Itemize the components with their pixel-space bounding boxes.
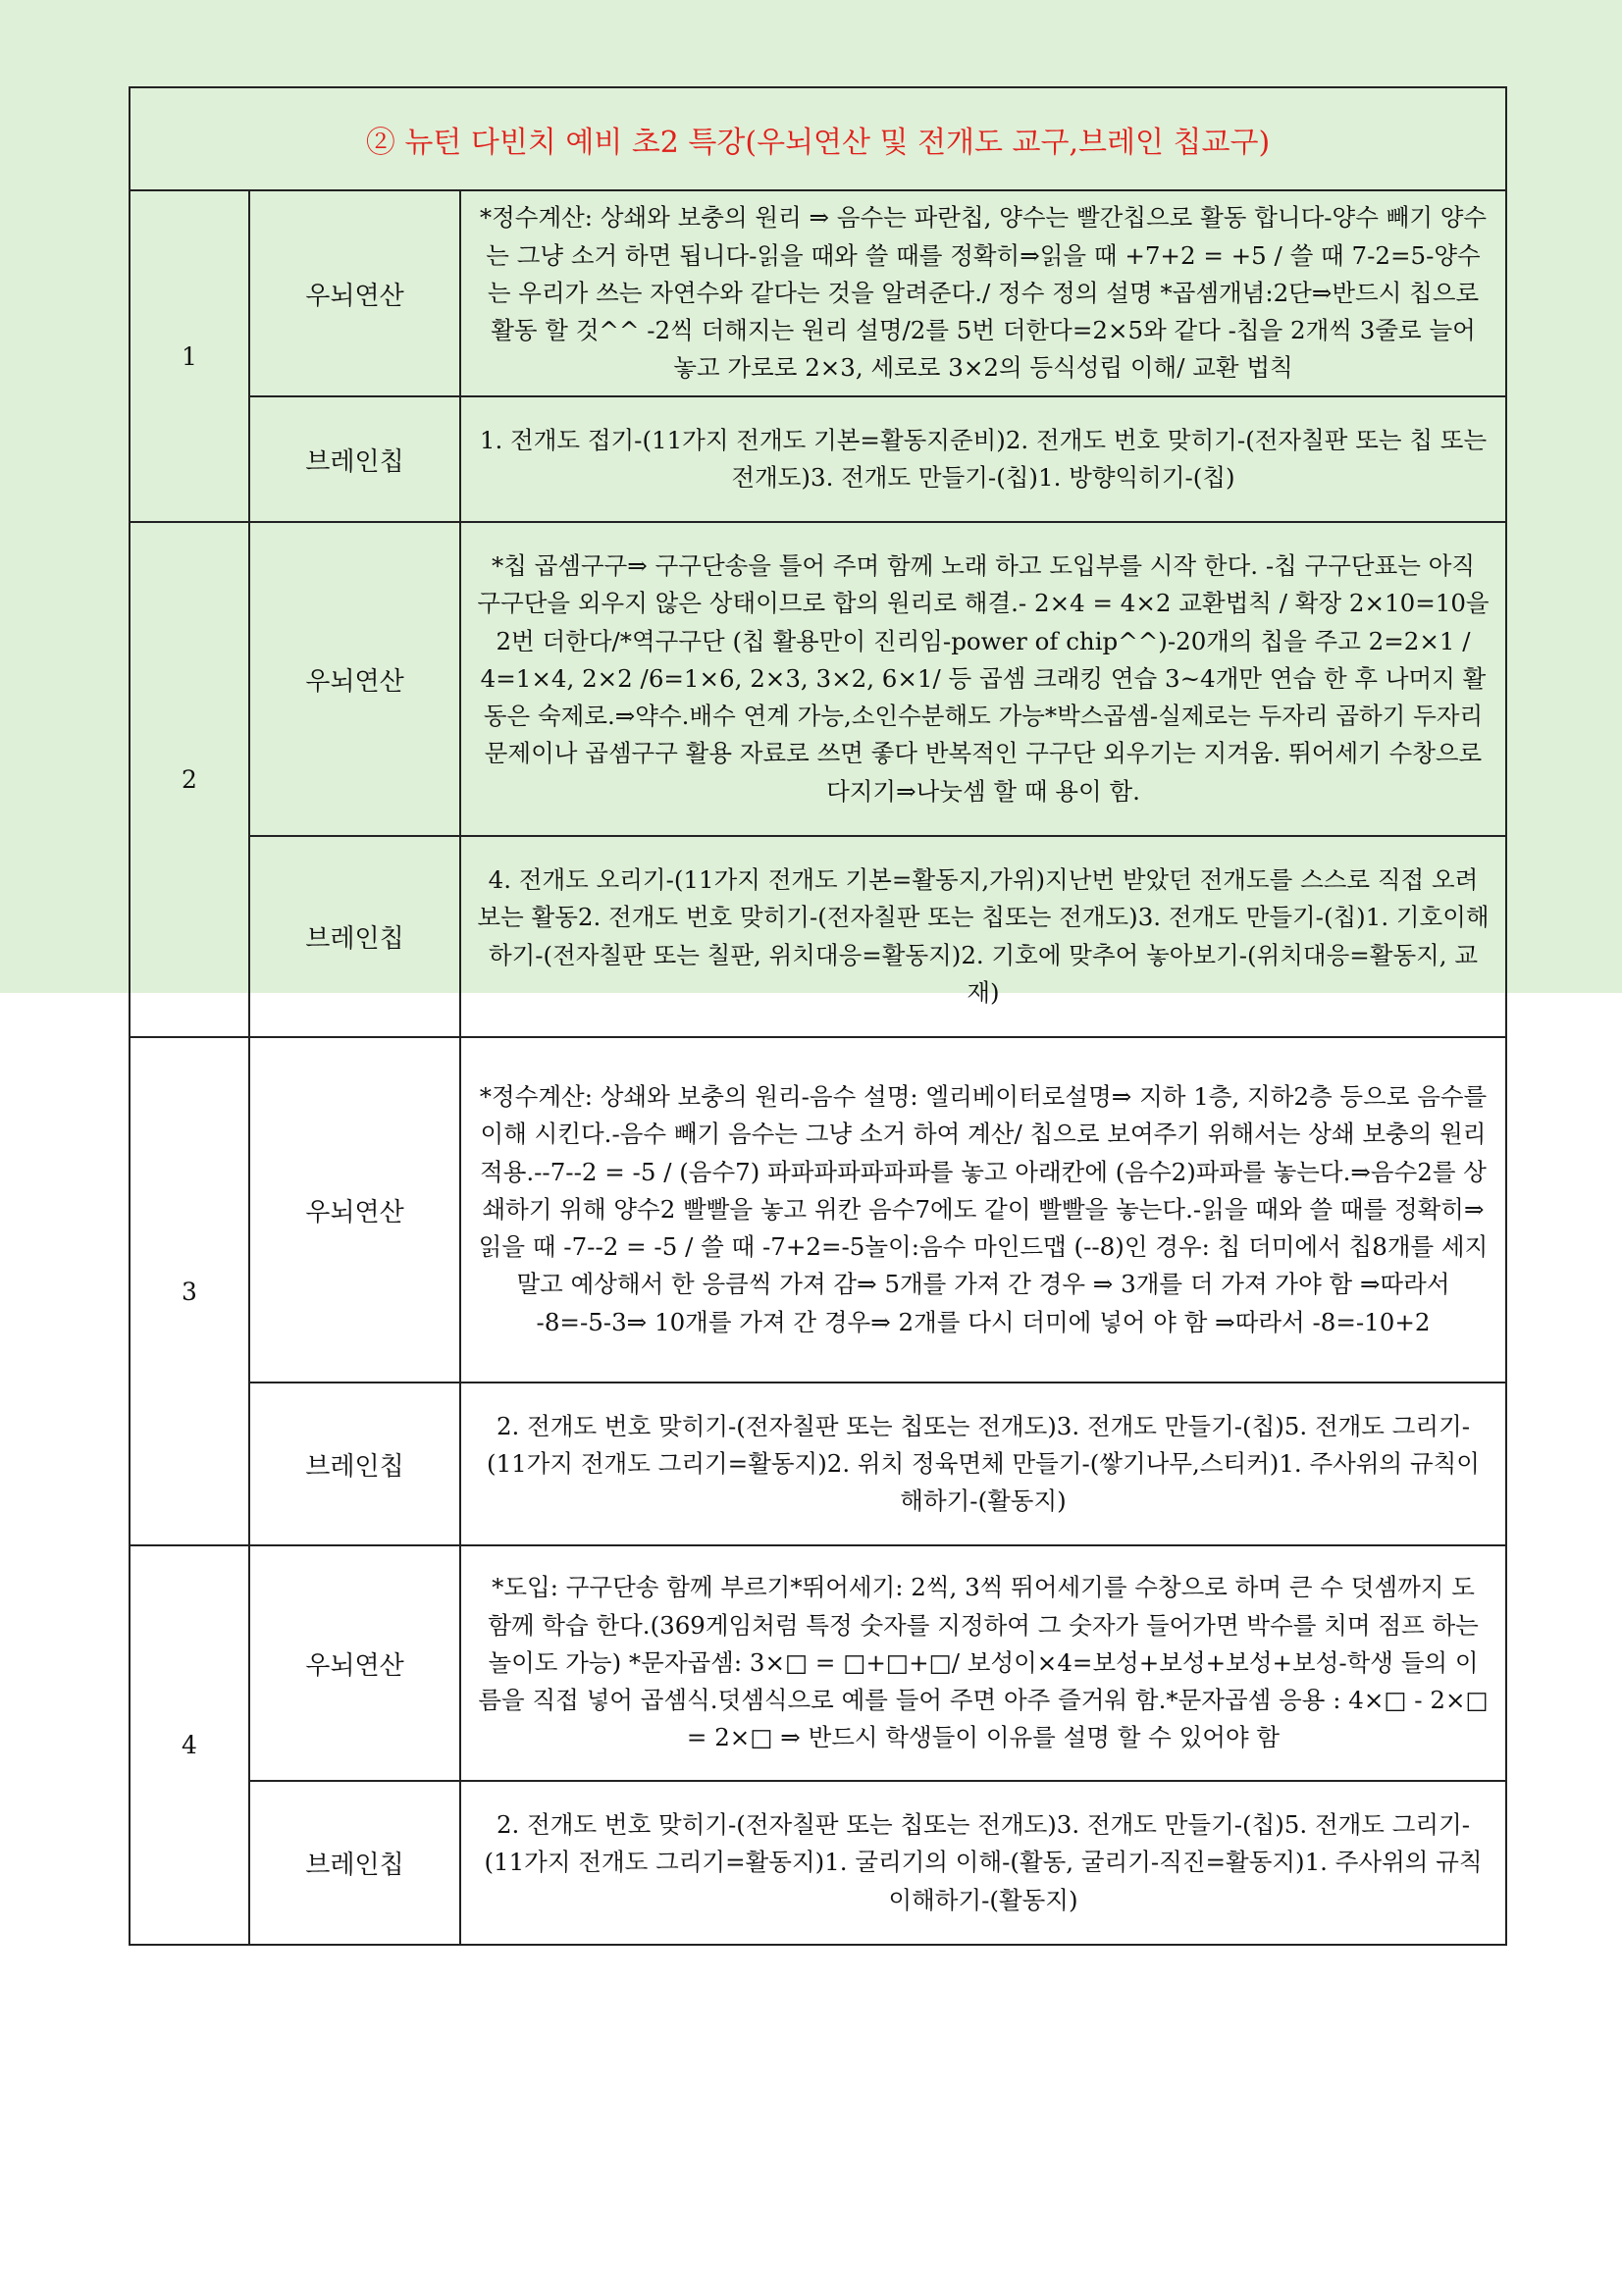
- activity-type: 브레인칩: [249, 396, 460, 522]
- activity-type: 우뇌연산: [249, 1545, 460, 1781]
- table-row: [130, 836, 1506, 1037]
- activity-content: 4. 전개도 오리기-(11가지 전개도 기본=활동지,가위)지난번 받았던 전개도를 스스로 직접 오려보는 활동2. 전개도 번호 맞히기-(전자칠판 또는 칩또는 전개도)3. 전개도 만들기-(칩)1. 기호이해하기-(전자칠판 또는 칠판, 위치대응=활동지)2. 기호에 맞추어 놓아보기-(위치대응=활동지, 교재): [460, 836, 1506, 1037]
- table-row: [130, 522, 1506, 836]
- activity-content: 2. 전개도 번호 맞히기-(전자칠판 또는 칩또는 전개도)3. 전개도 만들기-(칩)5. 전개도 그리기-(11가지 전개도 그리기=활동지)1. 굴리기의 이해-(활동, 굴리기-직진=활동지)1. 주사위의 규칙이해하기-(활동지): [460, 1781, 1506, 1945]
- activity-content: *칩 곱셈구구⇒ 구구단송을 틀어 주며 함께 노래 하고 도입부를 시작 한다. -칩 구구단표는 아직 구구단을 외우지 않은 상태이므로 합의 원리로 해결.- 2×4 = 4×2 교환법칙 / 확장 2×10=10을 2번 더한다/*역구구단 (칩 활용만이 진리임-power of chip^^)-20개의 칩을 주고 2=2×1 / 4=1×4, 2×2 /6=1×6, 2×3, 3×2, 6×1/ 등 곱셈 크래킹 연습 3~4개만 연습 한 후 나머지 활동은 숙제로.⇒약수.배수 연계 가능,소인수분해도 가능*박스곱셈-실제로는 두자리 곱하기 두자리 문제이나 곱셈구구 활용 자료로 쓰면 좋다 반복적인 구구단 외우기는 지겨움. 뛰어세기 수창으로 다지기⇒나눗셈 할 때 용이 함.: [460, 522, 1506, 836]
- table-row: [130, 1037, 1506, 1383]
- table-row: [130, 1781, 1506, 1945]
- activity-content: *정수계산: 상쇄와 보충의 원리 ⇒ 음수는 파란칩, 양수는 빨간칩으로 활동 합니다-양수 빼기 양수는 그냥 소거 하면 됩니다-읽을 때와 쓸 때를 정확히⇒읽을 때 +7+2 = +5 / 쓸 때 7-2=5-양수는 우리가 쓰는 자연수와 같다는 것을 알려준다./ 정수 정의 설명 *곱셈개념:2단⇒반드시 칩으로 활동 할 것^^ -2씩 더해지는 원리 설명/2를 5번 더한다=2×5와 같다 -칩을 2개씩 3줄로 늘어 놓고 가로로 2×3, 세로로 3×2의 등식성립 이해/ 교환 법칙: [460, 190, 1506, 396]
- title-row: [130, 87, 1506, 190]
- week-number: 4: [130, 1545, 249, 1945]
- activity-type: 우뇌연산: [249, 190, 460, 396]
- table-row: [130, 1545, 1506, 1781]
- week-number: 2: [130, 522, 249, 1037]
- activity-content: 1. 전개도 접기-(11가지 전개도 기본=활동지준비)2. 전개도 번호 맞히기-(전자칠판 또는 칩 또는 전개도)3. 전개도 만들기-(칩)1. 방향익히기-(칩): [460, 396, 1506, 522]
- week-number: 3: [130, 1037, 249, 1545]
- activity-type: 브레인칩: [249, 1781, 460, 1945]
- activity-content: *정수계산: 상쇄와 보충의 원리-음수 설명: 엘리베이터로설명⇒ 지하 1층, 지하2층 등으로 음수를 이해 시킨다.-음수 빼기 음수는 그냥 소거 하여 계산/ 칩으로 보여주기 위해서는 상쇄 보충의 원리 적용.--7--2 = -5 / (음수7) 파파파파파파파를 놓고 아래칸에 (음수2)파파를 놓는다.⇒음수2를 상쇄하기 위해 양수2 빨빨을 놓고 위칸 음수7에도 같이 빨빨을 놓는다.-읽을 때와 쓸 때를 정확히⇒읽을 때 -7--2 = -5 / 쓸 때 -7+2=-5놀이:음수 마인드맵 (--8)인 경우: 칩 더미에서 칩8개를 세지 말고 예상해서 한 응큼씩 가져 감⇒ 5개를 가져 간 경우 ⇒ 3개를 더 가져 가야 함 ⇒따라서 -8=-5-3⇒ 10개를 가져 간 경우⇒ 2개를 다시 더미에 넣어 야 함 ⇒따라서 -8=-10+2: [460, 1037, 1506, 1383]
- activity-content: 2. 전개도 번호 맞히기-(전자칠판 또는 칩또는 전개도)3. 전개도 만들기-(칩)5. 전개도 그리기-(11가지 전개도 그리기=활동지)2. 위치 정육면체 만들기-(쌓기나무,스티커)1. 주사위의 규칙이해하기-(활동지): [460, 1383, 1506, 1545]
- activity-content: *도입: 구구단송 함께 부르기*뛰어세기: 2씩, 3씩 뛰어세기를 수창으로 하며 큰 수 덧셈까지 도 함께 학습 한다.(369게임처럼 특정 숫자를 지정하여 그 숫자가 들어가면 박수를 치며 점프 하는 놀이도 가능) *문자곱셈: 3×□ = □+□+□/ 보성이×4=보성+보성+보성+보성-학생 들의 이름을 직접 넣어 곱셈식.덧셈식으로 예를 들어 주면 아주 즐거워 함.*문자곱셈 응용 : 4×□ - 2×□ = 2×□ ⇒ 반드시 학생들이 이유를 설명 할 수 있어야 함: [460, 1545, 1506, 1781]
- week-number: 1: [130, 190, 249, 522]
- table-row: [130, 1383, 1506, 1545]
- table-row: [130, 396, 1506, 522]
- activity-type: 브레인칩: [249, 1383, 460, 1545]
- table-title: ② 뉴턴 다빈치 예비 초2 특강(우뇌연산 및 전개도 교구,브레인 칩교구): [130, 87, 1506, 190]
- activity-type: 브레인칩: [249, 836, 460, 1037]
- activity-type: 우뇌연산: [249, 522, 460, 836]
- activity-type: 우뇌연산: [249, 1037, 460, 1383]
- curriculum-table: [129, 86, 1507, 1946]
- table-row: [130, 190, 1506, 396]
